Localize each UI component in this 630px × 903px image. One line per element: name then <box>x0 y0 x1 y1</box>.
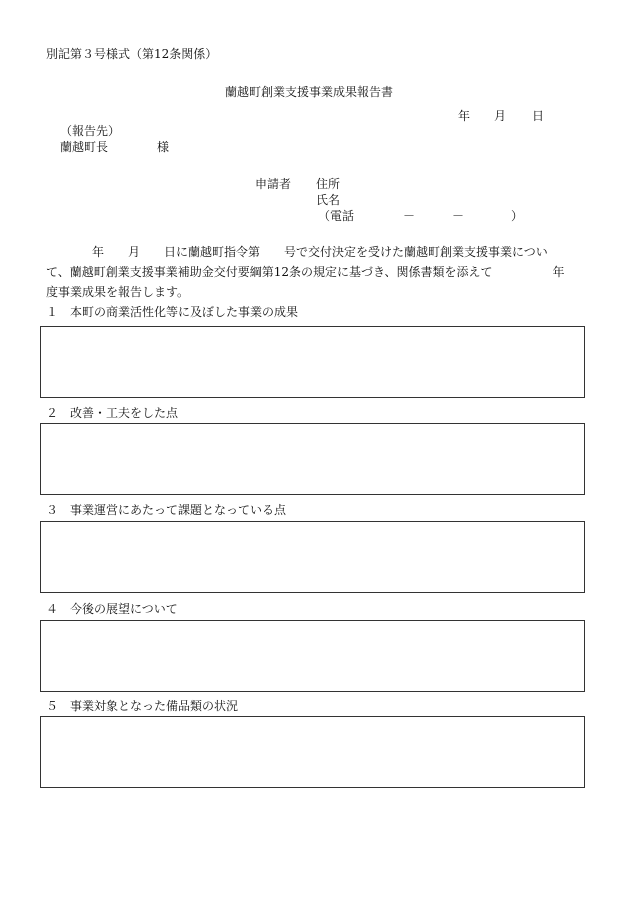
applicant-label: 申請者 <box>255 177 292 191</box>
applicant-name-label: 氏名 <box>316 193 341 207</box>
date-day: 日 <box>532 109 545 123</box>
section-content-box[interactable] <box>40 326 585 398</box>
applicant-phone-open: （電話 <box>318 209 355 223</box>
applicant-phone-close: ） <box>511 209 524 223</box>
section-heading: １ 本町の商業活性化等に及ぼした事業の成果 <box>46 305 299 319</box>
section-content-box[interactable] <box>40 716 585 788</box>
date-year: 年 <box>458 109 471 123</box>
addressee-label: （報告先） <box>60 124 121 138</box>
applicant-address-label: 住所 <box>316 177 341 191</box>
section-heading: ３ 事業運営にあたって課題となっている点 <box>46 503 287 517</box>
applicant-phone-dash-2: － <box>452 209 465 223</box>
body-line-2: て、蘭越町創業支援事業補助金交付要綱第12条の規定に基づき、関係書類を添えて 年 <box>46 265 565 279</box>
section-content-box[interactable] <box>40 620 585 692</box>
section-heading: ５ 事業対象となった備品類の状況 <box>46 699 239 713</box>
section-heading: ２ 改善・工夫をした点 <box>46 406 179 420</box>
body-paragraph <box>46 242 576 302</box>
section-content-box[interactable] <box>40 423 585 495</box>
section-content-box[interactable] <box>40 521 585 593</box>
body-line-1: 年 月 日に蘭越町指令第 号で交付決定を受けた蘭越町創業支援事業につい <box>92 245 548 259</box>
addressee-name: 蘭越町長 <box>60 140 109 154</box>
document-title: 蘭越町創業支援事業成果報告書 <box>225 85 394 99</box>
body-line-3: 度事業成果を報告します。 <box>46 285 190 299</box>
section-heading: ４ 今後の展望について <box>46 602 178 616</box>
addressee-honorific: 様 <box>157 140 170 154</box>
applicant-phone-dash-1: － <box>403 209 416 223</box>
date-month: 月 <box>494 109 507 123</box>
form-id: 別記第３号様式（第12条関係） <box>46 47 218 61</box>
